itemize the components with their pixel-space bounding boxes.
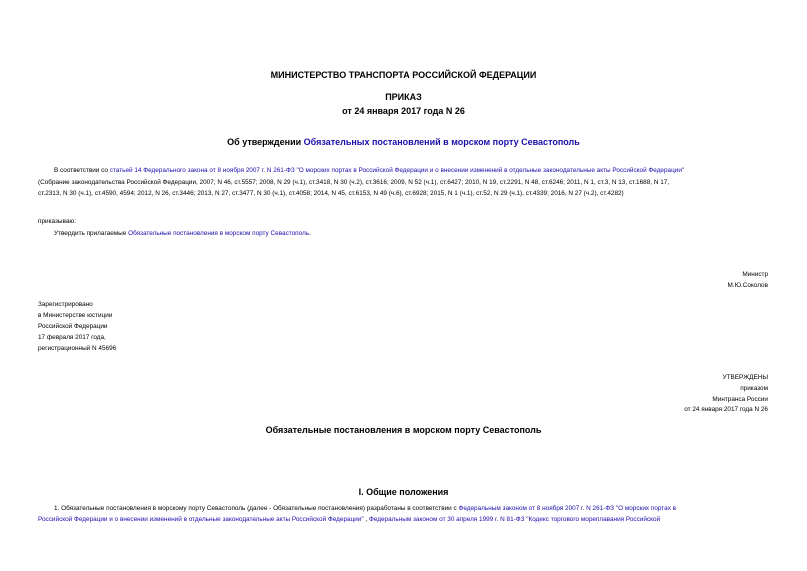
preamble-line-2: (Собрание законодательства Российской Федерации, 2007, N 46, ст.5557; 2008, N 29 (ч.1), ст.3418, N 30 (ч.2), ст.3616; 2009, N 52 (ч.1), ст.6427; 2010, N 19, ст.2291, N 48, ст.6246; 2011, N 1, ст.3, N 13, ст.1688, N 17,	[38, 179, 670, 186]
approved-line-2: приказом	[740, 385, 768, 392]
section-heading: I. Общие положения	[358, 487, 449, 497]
federal-law-link-2[interactable]: Федеральным законом от 30 апреля 1999 г. N 81-ФЗ "Кодекс торгового мореплавания Российской	[368, 516, 661, 523]
paragraph-1-text: 1. Обязательные постановления в морскому порту Севастополь (далее - Обязательные постановления) разработаны в соответствии с	[54, 505, 459, 512]
order-title-prefix: Об утверждении	[227, 137, 304, 147]
registration-line-4: 17 февраля 2017 года,	[38, 334, 106, 341]
date-number-heading: от 24 января 2017 года N 26	[342, 106, 465, 116]
preamble-line-3: ст.2313, N 30 (ч.1), ст.4590, 4594; 2012, N 26, ст.3446; 2013, N 27, ст.3477, N 30 (ч.1), ст.4058; 2014, N 45, ст.6153, N 49 (ч.6), ст.6928; 2015, N 1 (ч.1), ст.52, N 29 (ч.1), ст.4339; 2016, N 27 (ч.2), ст.4282)	[38, 190, 624, 197]
paragraph-1-sep: ,	[363, 516, 369, 523]
approved-line-3: Минтранса России	[712, 396, 768, 403]
paragraph-1-line-2	[38, 516, 660, 523]
ministry-heading: МИНИСТЕРСТВО ТРАНСПОРТА РОССИЙСКОЙ ФЕДЕРАЦИИ	[270, 70, 537, 80]
approved-line-1: УТВЕРЖДЕНЫ	[722, 374, 768, 381]
order-word: приказываю:	[38, 218, 76, 225]
registration-line-5: регистрационный N 45696	[38, 345, 117, 352]
order-title	[0, 137, 807, 147]
approve-end: .	[309, 230, 311, 237]
paragraph-1-line-1	[54, 505, 676, 512]
signature-name: М.Ю.Соколов	[727, 282, 768, 289]
preamble-line-1	[54, 167, 684, 174]
registration-line-1: Зарегистрировано	[38, 301, 93, 308]
registration-line-3: Российской Федерации	[38, 323, 108, 330]
preamble-text: В соответствии со	[54, 167, 110, 174]
approve-link[interactable]: Обязательные постановления в морском порту Севастополь	[128, 230, 310, 237]
registration-line-2: в Министерстве юстиции	[38, 312, 113, 319]
federal-law-link-1-cont[interactable]: Российской Федерации и о внесении изменений в отдельные законодательные акты Российской Федерации"	[38, 516, 364, 523]
approve-line	[54, 230, 311, 237]
approved-line-4: от 24 января 2017 года N 26	[684, 406, 768, 413]
federal-law-link-1[interactable]: Федеральным законом от 8 ноября 2007 г. N 261-ФЗ "О морских портах в	[458, 505, 677, 512]
approve-text: Утвердить прилагаемые	[54, 230, 129, 237]
doc-type-heading: ПРИКАЗ	[385, 92, 422, 102]
law-article-link[interactable]: статьей 14 Федерального закона от 8 ноября 2007 г. N 261-ФЗ "О морских портах в Российской Федерации и о внесении изменений в отдельные законодательные акты Российской Федерации"	[109, 167, 685, 174]
signature-position: Министр	[742, 271, 768, 278]
order-title-link[interactable]: Обязательных постановлений в морском порту Севастополь	[303, 137, 580, 147]
document-title: Обязательные постановления в морском порту Севастополь	[265, 425, 542, 435]
